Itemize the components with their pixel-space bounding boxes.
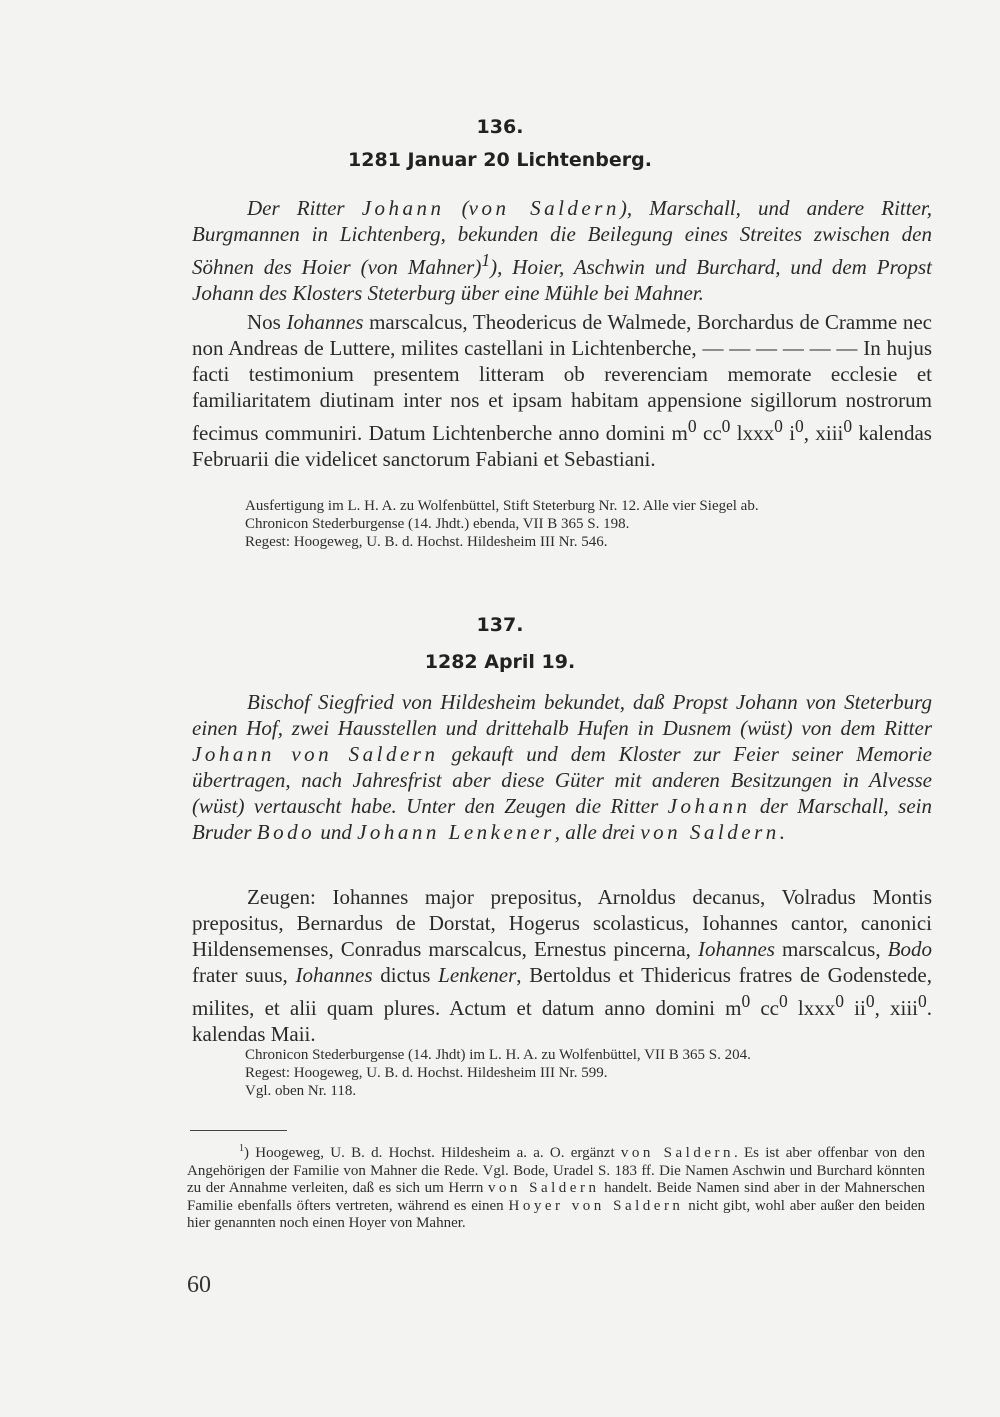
footnote-ref: 1 [481,250,491,270]
source-line: Chronicon Stederburgense (14. Jhdt.) ebenda, VII B 365 S. 198. [245,516,630,532]
source-line: Regest: Hoogeweg, U. B. d. Hochst. Hildesheim III Nr. 546. [245,534,608,550]
source-line: Ausfertigung im L. H. A. zu Wolfenbüttel, Stift Steterburg Nr. 12. Alle vier Siegel ab. [245,498,759,514]
document-heading: 1281 Januar 20 Lichtenberg. [348,149,652,171]
footnote: $^1$) Hoogeweg, U. B. d. Hochst. Hildesheim a. a. O. ergänzt von Saldern. Es ist aber offenbar von den Angehörigen der Familie von Mahner die Rede. Vgl. Bode, Uradel S. 183 ff. Die Namen Aschwin und Burchard könnten zu der Annahme verleiten, daß es sich um Herrn von Saldern handelt. Beide Namen sind aber in der Mahnerschen Familie ebenfalls öfters vertreten, während es einen Hoyer von Saldern nicht gibt, wohl aber außer den beiden hier genannten noch einen Hoyer von Mahner. [187,1143,926,1231]
document-number: 137. [476,614,524,636]
source-notes [245,1046,945,1100]
document-text: Nos Iohannes marscalcus, Theodericus de Walmede, Borchardus de Cramme nec non Andreas de Luttere, milites castellani in Lichtenberche, — — — — — — In hujus facti testimonium presentem litteram ob reverenciam memorate ecclesie et familiaritatem diutinam inter nos et ipsam habitam appensione sigillorum nostrorum fecimus communiri. Datum Lichtenberche anno domini $m^0$ $cc^0$ lxxx$^0$ $i^0$, xiii$^0$ kalendas Februarii die videlicet sanctorum Fabiani et Sebastiani. [192,310,932,471]
source-line: Chronicon Stederburgense (14. Jhdt) im L. H. A. zu Wolfenbüttel, VII B 365 S. 204. [245,1047,751,1063]
document-heading: 1282 April 19. [424,651,576,673]
source-line: Vgl. oben Nr. 118. [245,1083,357,1099]
source-notes [245,497,945,551]
page-number: 60 [187,1272,211,1298]
footnote-divider [190,1130,287,1131]
document-number: 136. [476,116,524,138]
source-line: Regest: Hoogeweg, U. B. d. Hochst. Hildesheim III Nr. 599. [245,1065,608,1081]
document-summary: Bischof Siegfried von Hildesheim bekundet, daß Propst Johann von Steterburg einen Hof, zwei Hausstellen und drittehalb Hufen in Dusnem (wüst) von dem Ritter Johann von Saldern gekauft und dem Kloster zur Feier seiner Memorie übertragen, nach Jahresfrist aber diese Güter mit anderen Besitzungen in Alvesse (wüst) vertauscht habe. Unter den Zeugen die Ritter Johann der Marschall, sein Bruder Bodo und Johann Lenkener, alle drei von Saldern. [192,690,932,844]
document-summary: Der Ritter Johann (von Saldern), Marschall, und andere Ritter, Burgmannen in Lichtenberg, bekunden die Beilegung eines Streites zwischen den Söhnen des Hoier (von Mahner)$^1$), Hoier, Aschwin und Burchard, und dem Propst Johann des Klosters Steterburg über eine Mühle bei Mahner. [192,196,933,305]
document-text: Zeugen: Iohannes major prepositus, Arnoldus decanus, Volradus Montis prepositus, Bernardus de Dorstat, Hogerus scolasticus, Iohannes cantor, canonici Hildensemenses, Conradus marscalcus, Ernestus pincerna, Iohannes marscalcus, Bodo frater suus, Iohannes dictus Lenkener, Bertoldus et Thidericus fratres de Godenstede, milites, et alii quam plures. Actum et datum anno domini $m^0$ $cc^0$ lxxx$^0$ $ii^0$, xiii$^0$. kalendas Maii. [192,885,932,1046]
